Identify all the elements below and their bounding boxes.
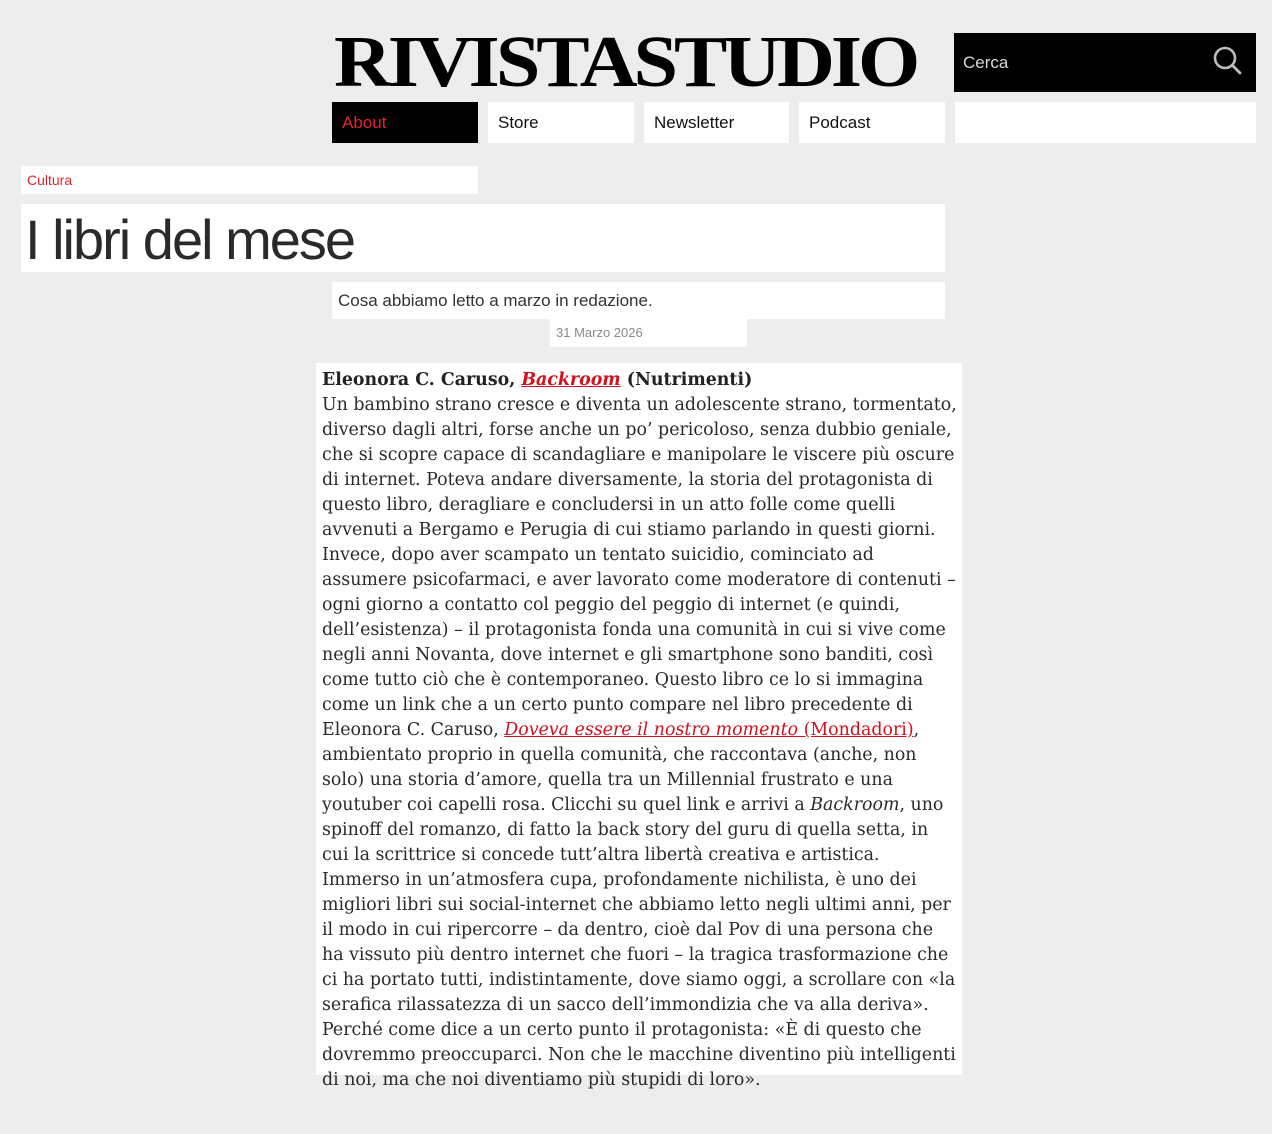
nav-newsletter[interactable]: Newsletter: [644, 102, 789, 143]
title-box: [21, 204, 945, 272]
review-italic-title: Backroom: [810, 795, 900, 815]
search-button[interactable]: [1212, 45, 1244, 77]
article-date: 31 Marzo 2026: [550, 319, 747, 347]
book-author: Eleonora C. Caruso,: [322, 370, 522, 390]
book-title-link[interactable]: Backroom: [521, 370, 621, 390]
search-icon: [1212, 45, 1244, 77]
review-text-3: , uno spinoff del romanzo, di fatto la back story del guru di quella setta, in cui la scrittrice si concede tutt’altra libertà creativa e artistica. Immerso in un’atmosfera cupa, profondamente nichilista, è uno dei migliori libri sui social-internet che abbiamo letto negli ultimi anni, per il modo in cui ripercorre – da dentro, cioè dal Pov di una persona che ha vissuto più dentro internet che fuori – la tragica trasformazione che ci ha portato tutti, indistintamente, dove siamo oggi, a scrollare con «la serafica rilassatezza di un sacco dell’immondizia che va alla deriva». Perché come dice a un certo punto il protagonista: «È di questo che dovremmo preoccuparci. Non che le macchine diventino più intelligenti di noi, ma che noi diventiamo più stupidi di loro».: [322, 795, 956, 1090]
book-publisher: (Nutrimenti): [620, 370, 753, 390]
nav-about[interactable]: About: [332, 102, 478, 143]
book-review: [322, 393, 957, 1093]
article-subtitle: Cosa abbiamo letto a marzo in redazione.: [332, 282, 945, 319]
review-text-2: , ambientato proprio in quella comunità, che raccontava (anche, non solo) una storia d’amore, quella tra un Millennial frustrato e una youtuber coi capelli rosa. Clicchi su quel link e arrivi a: [322, 720, 920, 815]
search-input[interactable]: [954, 33, 1204, 92]
book-heading: [322, 368, 957, 393]
category-link[interactable]: Cultura: [21, 166, 478, 194]
nav-store[interactable]: Store: [488, 102, 634, 143]
article-body: [316, 363, 962, 1090]
previous-book-link[interactable]: Doveva essere il nostro momento: [504, 720, 799, 740]
nav-podcast[interactable]: Podcast: [799, 102, 945, 143]
page-title: I libri del mese: [25, 208, 355, 271]
nav-spacer: [955, 102, 1256, 143]
search-box: [954, 33, 1256, 92]
review-text-1: Un bambino strano cresce e diventa un adolescente strano, tormentato, diverso dagli altri, forse anche un po’ pericoloso, senza dubbio geniale, che si scopre capace di scandagliare e manipolare le viscere più oscure di internet. Poteva andare diversamente, la storia del protagonista di questo libro, deragliare e concludersi in un atto folle come quelli avvenuti a Bergamo e Perugia di cui stiamo parlando in questi giorni. Invece, dopo aver scampato un tentato suicidio, cominciato ad assumere psicofarmaci, e aver lavorato come moderatore di contenuti – ogni giorno a contatto col peggio del peggio di internet (e quindi, dell’esistenza) – il protagonista fonda una comunità in cui si vive come negli anni Novanta, dove internet e gli smartphone sono banditi, così come tutto ciò che è contemporaneo. Questo libro ce lo si immagina come un link che a un certo punto compare nel libro precedente di Eleonora C. Caruso,: [322, 395, 957, 740]
previous-book-publisher-link[interactable]: (Mondadori): [798, 720, 914, 740]
site-logo[interactable]: RIVISTASTUDIO: [334, 21, 917, 103]
